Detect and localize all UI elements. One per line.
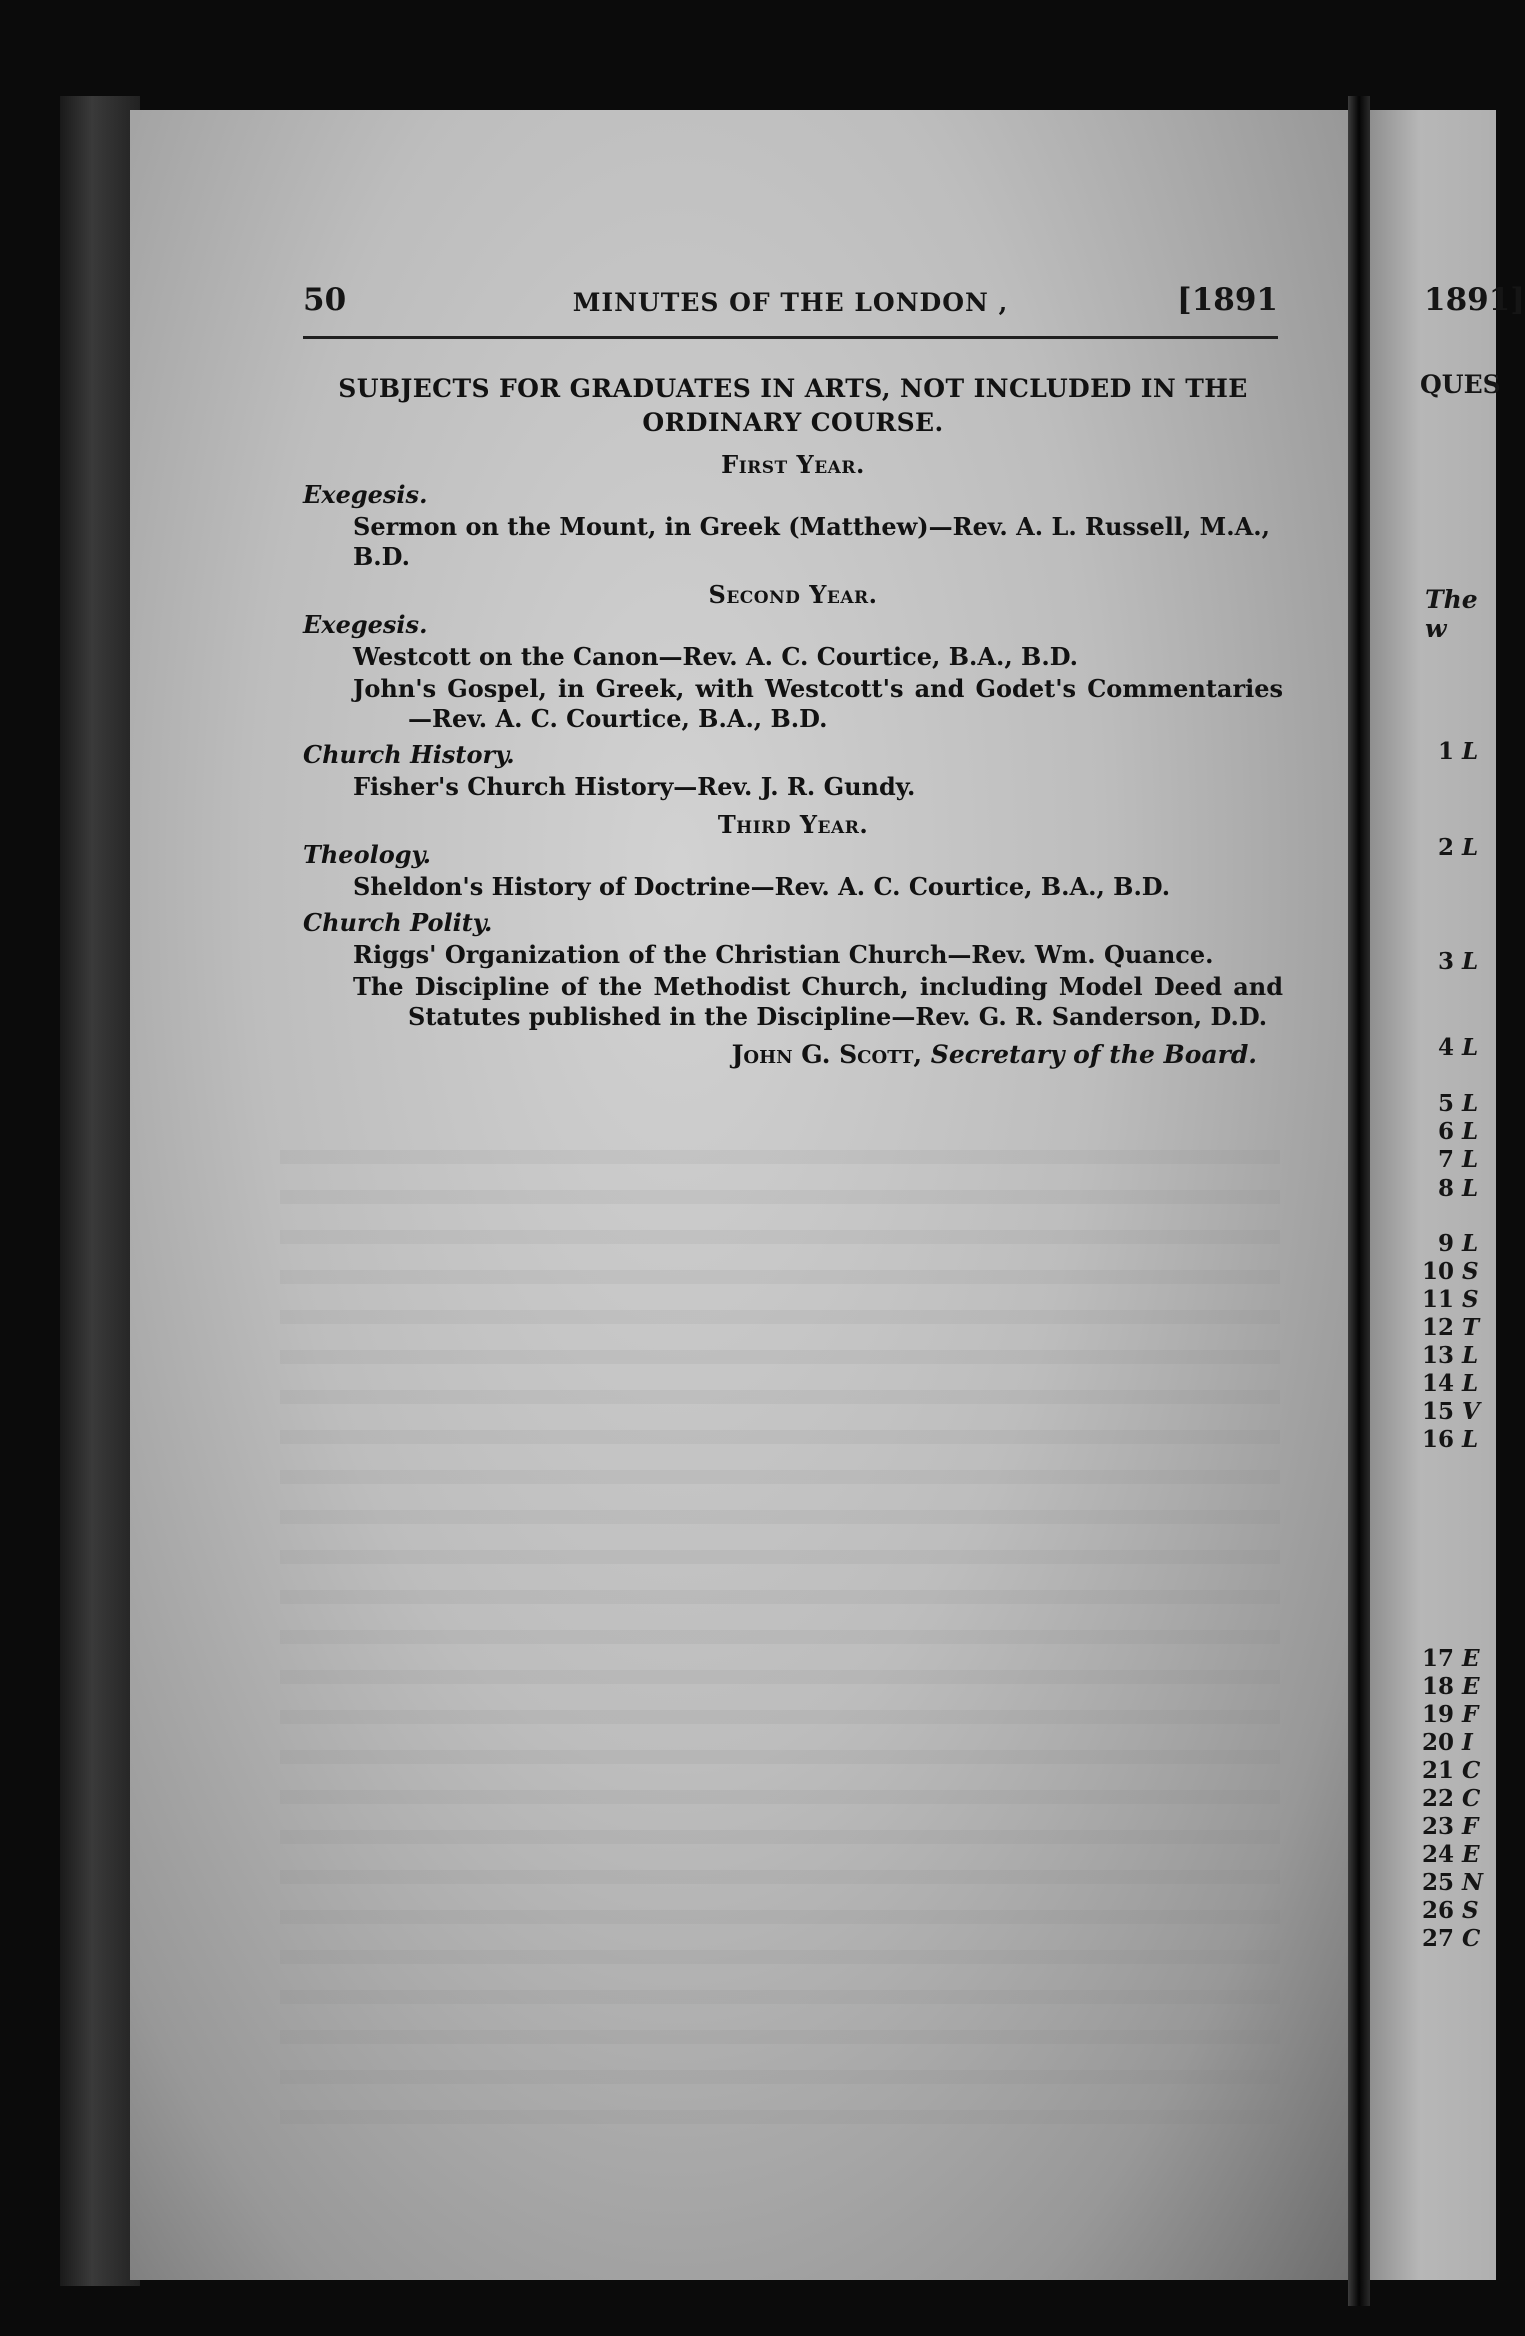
list-item-text-fragment: N (1454, 1869, 1484, 1896)
right-page-list-item (1418, 1701, 1478, 1728)
right-page-heading-fragment: QUES (1420, 370, 1501, 399)
right-page-list-item (1418, 1314, 1479, 1341)
course-entry: Fisher's Church History—Rev. J. R. Gundy. (353, 772, 916, 801)
list-item-number: 26 (1421, 1897, 1454, 1924)
list-item-number: 14 (1421, 1370, 1454, 1397)
list-item-number: 24 (1421, 1841, 1454, 1868)
list-item-text-fragment: C (1454, 1925, 1481, 1952)
page-content (303, 372, 1283, 1070)
right-page-list-item (1418, 1286, 1479, 1313)
list-item-text-fragment: E (1454, 1841, 1480, 1868)
right-page-list-item (1418, 1897, 1479, 1924)
right-page-list-item (1418, 1645, 1480, 1672)
list-item-number: 9 (1437, 1230, 1454, 1257)
running-header (303, 282, 1278, 326)
right-page-list-item (1418, 1869, 1483, 1896)
list-item-number: 7 (1437, 1146, 1454, 1173)
right-page-list-item (1418, 834, 1478, 861)
right-page-list-item (1418, 1230, 1478, 1257)
list-item-text-fragment: C (1454, 1757, 1481, 1784)
section-label: Church History. (303, 740, 515, 769)
list-item-number: 19 (1421, 1701, 1454, 1728)
list-item-text-fragment: L (1454, 1342, 1479, 1369)
course-entry: Riggs' Organization of the Christian Church—Rev. Wm. Quance. (353, 940, 1214, 969)
right-page-list-item (1418, 1841, 1480, 1868)
page-number: 50 (303, 282, 347, 318)
list-item-text-fragment: F (1454, 1701, 1479, 1728)
bleed-through-text (280, 1150, 1280, 2150)
list-item-number: 3 (1437, 948, 1454, 975)
signature-name: John G. Scott, (731, 1040, 923, 1069)
list-item-number: 5 (1437, 1090, 1454, 1117)
list-item-text-fragment: S (1454, 1897, 1479, 1924)
header-year: [1891 (1177, 282, 1278, 318)
running-title: MINUTES OF THE LONDON , (572, 288, 1009, 317)
section-label: Exegesis. (303, 610, 428, 639)
signature (303, 1040, 1257, 1070)
signature-title: Secretary of the Board. (930, 1040, 1257, 1069)
list-item-text-fragment: L (1454, 1090, 1479, 1117)
list-item-text-fragment: V (1454, 1398, 1480, 1425)
list-item-number: 17 (1421, 1645, 1454, 1672)
list-item-number: 6 (1437, 1118, 1454, 1145)
right-page-list-item (1418, 1813, 1478, 1840)
section-label: Exegesis. (303, 480, 428, 509)
list-item-text-fragment: S (1454, 1286, 1479, 1313)
list-item-text-fragment: L (1454, 1146, 1479, 1173)
list-item-text-fragment: E (1454, 1645, 1480, 1672)
list-item-text-fragment: L (1454, 738, 1479, 765)
right-page-list-item (1418, 1090, 1478, 1117)
list-item-text-fragment: L (1454, 1175, 1479, 1202)
list-item-number: 13 (1421, 1342, 1454, 1369)
list-item-number: 22 (1421, 1785, 1454, 1812)
list-item-text-fragment: C (1454, 1785, 1481, 1812)
right-page-text-fragment: The w (1425, 585, 1478, 643)
list-item-number: 12 (1421, 1314, 1454, 1341)
list-item-number: 10 (1421, 1258, 1454, 1285)
course-entry: Sermon on the Mount, in Greek (Matthew)—Rev. A. L. Russell, M.A., B.D. (353, 512, 1270, 571)
list-item-text-fragment: I (1454, 1729, 1473, 1756)
right-page-list-item (1418, 1925, 1480, 1952)
list-item-number: 21 (1421, 1757, 1454, 1784)
year-heading-second: Second Year. (708, 580, 878, 609)
right-page-list-item (1418, 1398, 1480, 1425)
list-item-text-fragment: L (1454, 834, 1479, 861)
right-page-list-item (1418, 1258, 1479, 1285)
list-item-number: 23 (1421, 1813, 1454, 1840)
list-item-text-fragment: L (1454, 1426, 1479, 1453)
book-gutter (1348, 96, 1370, 2306)
right-page-list-item (1418, 1342, 1478, 1369)
right-page-list-item (1418, 1370, 1478, 1397)
list-item-text-fragment: T (1454, 1314, 1480, 1341)
course-entry: John's Gospel, in Greek, with Westcott's and Godet's Commentaries—Rev. A. C. Courtice, B.A., B.D. (353, 674, 1283, 733)
main-heading: SUBJECTS FOR GRADUATES IN ARTS, NOT INCLUDED IN THE ORDINARY COURSE. (338, 374, 1248, 437)
list-item-text-fragment: L (1454, 1230, 1479, 1257)
list-item-number: 8 (1437, 1175, 1454, 1202)
list-item-text-fragment: L (1454, 1034, 1479, 1061)
list-item-text-fragment: S (1454, 1258, 1479, 1285)
list-item-text-fragment: F (1454, 1813, 1479, 1840)
list-item-number: 2 (1437, 834, 1454, 861)
right-page-list-item (1418, 1175, 1478, 1202)
list-item-text-fragment: L (1454, 948, 1479, 975)
list-item-number: 25 (1421, 1869, 1454, 1896)
list-item-number: 20 (1421, 1729, 1454, 1756)
year-heading-third: Third Year. (717, 810, 869, 839)
right-page-list-item (1418, 1426, 1478, 1453)
course-entry: The Discipline of the Methodist Church, including Model Deed and Statutes published in the Discipline—Rev. G. R. Sanderson, D.D. (353, 972, 1283, 1031)
list-item-text-fragment: L (1454, 1118, 1479, 1145)
right-page-list-item (1418, 1034, 1478, 1061)
list-item-number: 27 (1421, 1925, 1454, 1952)
right-page-list-item (1418, 1729, 1473, 1756)
section-label: Theology. (303, 840, 432, 869)
book-edge (60, 96, 140, 2286)
list-item-text-fragment: E (1454, 1673, 1480, 1700)
right-page-list-item (1418, 1146, 1478, 1173)
header-rule (303, 336, 1278, 339)
list-item-number: 11 (1421, 1286, 1454, 1313)
right-page-list-item (1418, 738, 1478, 765)
right-page-list-item (1418, 948, 1478, 975)
course-entry: Westcott on the Canon—Rev. A. C. Courtice, B.A., B.D. (353, 642, 1079, 671)
list-item-number: 4 (1437, 1034, 1454, 1061)
list-item-number: 18 (1421, 1673, 1454, 1700)
right-page-header: 1891] (1424, 282, 1525, 318)
year-heading-first: First Year. (721, 450, 865, 479)
list-item-number: 1 (1437, 738, 1454, 765)
list-item-number: 16 (1421, 1426, 1454, 1453)
list-item-text-fragment: L (1454, 1370, 1479, 1397)
section-label: Church Polity. (303, 908, 493, 937)
right-page-list-item (1418, 1785, 1480, 1812)
right-page-list-item (1418, 1118, 1478, 1145)
right-page-list-item (1418, 1673, 1480, 1700)
course-entry: Sheldon's History of Doctrine—Rev. A. C. Courtice, B.A., B.D. (353, 872, 1171, 901)
right-page-list-item (1418, 1757, 1480, 1784)
list-item-number: 15 (1421, 1398, 1454, 1425)
